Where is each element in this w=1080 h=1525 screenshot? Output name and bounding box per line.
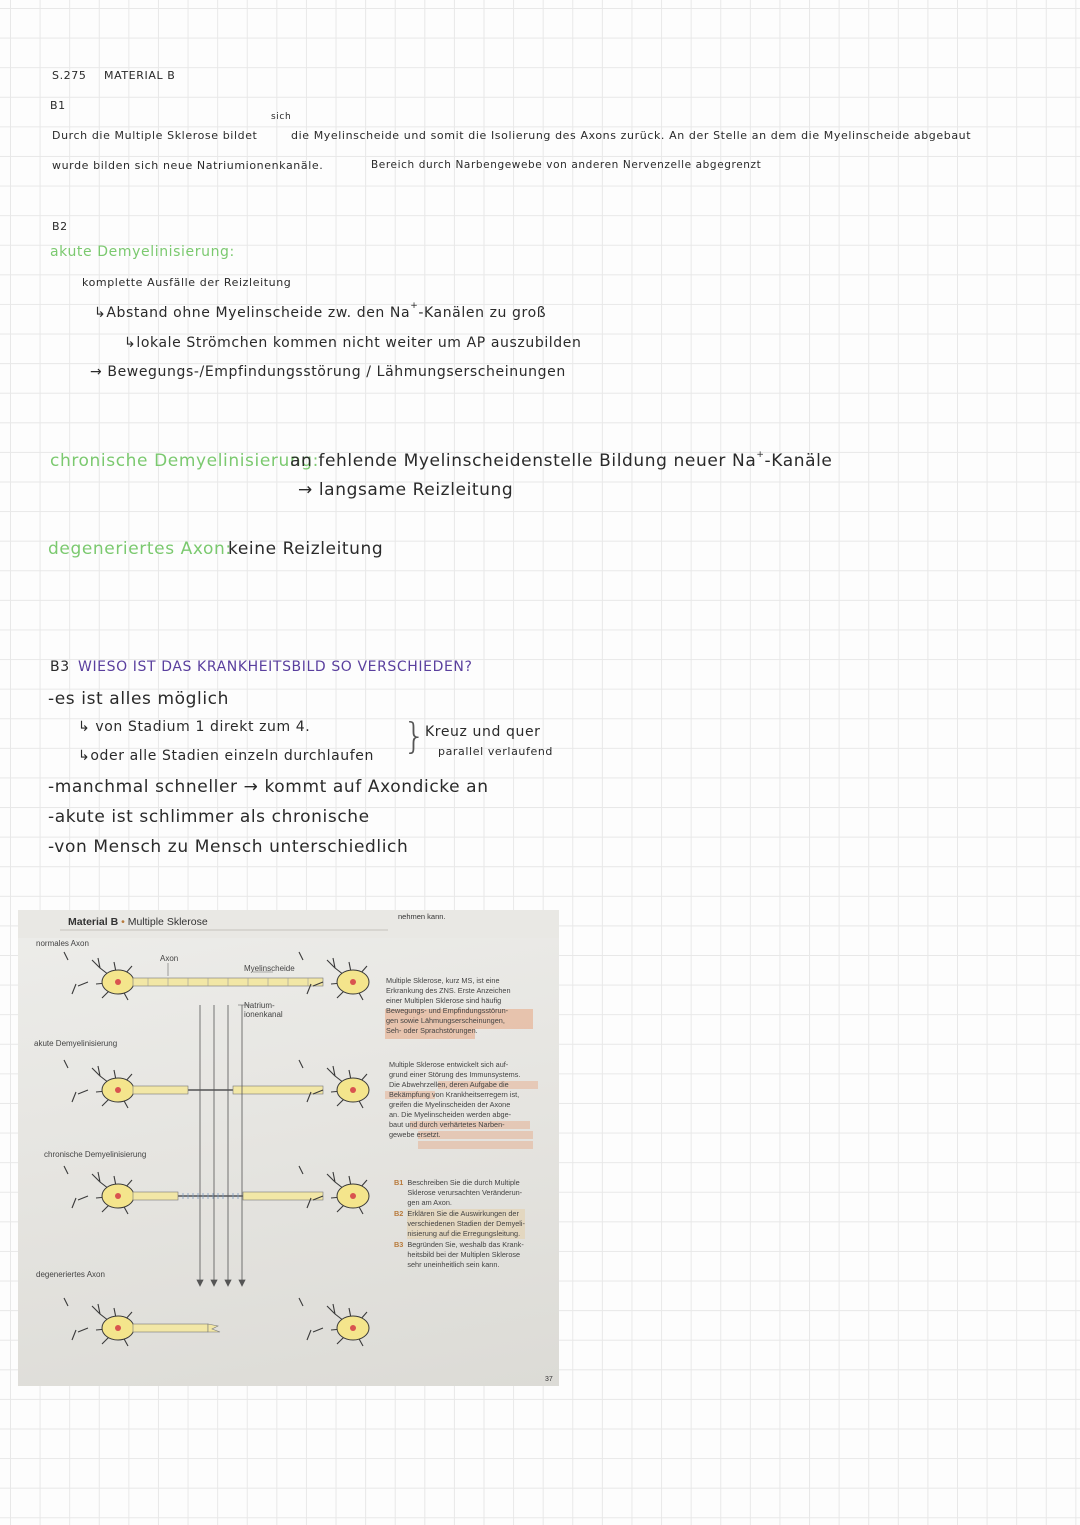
b3-line-6: -von Mensch zu Mensch unterschiedlich bbox=[48, 837, 409, 857]
stage-acute-label: akute Demyelinisierung bbox=[34, 1039, 118, 1048]
myelin-label: Myelinscheide bbox=[244, 964, 295, 973]
b3-brace: } bbox=[403, 716, 427, 757]
stage-degenerated-label: degeneriertes Axon bbox=[36, 1270, 105, 1279]
degen-line-1: keine Reizleitung bbox=[228, 539, 384, 559]
b3-line-2: ↳ von Stadium 1 direkt zum 4. bbox=[78, 719, 311, 735]
acute-line-1: komplette Ausfälle der Reizleitung bbox=[82, 276, 292, 289]
textbook-top-text: nehmen kann. bbox=[398, 912, 446, 921]
neuron-degenerated bbox=[64, 1298, 369, 1346]
b1-line2-a: wurde bilden sich neue Natriumionenkanäle. bbox=[52, 159, 324, 172]
acute-line-2: ↳Abstand ohne Myelinscheide zw. den Na+-Kanälen zu groß bbox=[94, 301, 547, 321]
sodium-channel-label: Natrium- ionenkanal bbox=[244, 1001, 283, 1019]
b3-side-2: parallel verlaufend bbox=[438, 745, 553, 758]
acute-line-4: → Bewegungs-/Empfindungsstörung / Lähmungserscheinungen bbox=[90, 364, 566, 380]
stage-chronic-label: chronische Demyelinisierung bbox=[44, 1150, 147, 1159]
b1-line1-b: die Myelinscheide und somit die Isolierung des Axons zurück. An der Stelle an dem die Myelinscheide abgebaut bbox=[291, 129, 972, 142]
textbook-title: Material B • Multiple Sklerose bbox=[68, 916, 208, 928]
b3-line-5: -akute ist schlimmer als chronische bbox=[48, 807, 370, 827]
material-label: MATERIAL B bbox=[104, 69, 176, 82]
textbook-paragraph-1: Multiple Sklerose, kurz MS, ist eine Erkrankung des ZNS. Erste Anzeichen einer Multiplen Sklerose sind häufig Bewegungs- und Empfindungsstörun- gen sowie Lähmungserscheinungen, Seh- oder Sprachstörungen. bbox=[386, 976, 511, 1035]
task-b1: B1 Beschreiben Sie die durch Multiple Sklerose verursachten Veränderun- gen am Axon. bbox=[394, 1178, 523, 1207]
stage-normal-label: normales Axon bbox=[36, 939, 89, 948]
neuron-acute bbox=[64, 1060, 369, 1108]
b3-line-4: -manchmal schneller → kommt auf Axondicke an bbox=[48, 777, 489, 797]
textbook-paragraph-2: Multiple Sklerose entwickelt sich auf- grund einer Störung des Immunsystems. Die Abwehrzellen, deren Aufgabe die Bekämpfung von Krankheitserregern ist, greifen die Myelinscheiden der Axone an. Die Myelinscheiden werden abge- baut und durch verhärtetes Narben- gewebe ersetzt. bbox=[389, 1060, 521, 1139]
chronic-line-2: → langsame Reizleitung bbox=[298, 480, 514, 500]
task-b3: B3 Begründen Sie, weshalb das Krank- heitsbild bei der Multiplen Sklerose sehr uneinheitlich sein kann. bbox=[394, 1240, 524, 1269]
b2-label: B2 bbox=[52, 220, 68, 233]
textbook-photo bbox=[18, 910, 559, 1386]
b1-insert-word: sich bbox=[271, 112, 292, 122]
chronic-line-1: an fehlende Myelinscheidenstelle Bildung neuer Na+-Kanäle bbox=[290, 450, 833, 471]
b1-line1-a: Durch die Multiple Sklerose bildet bbox=[52, 129, 258, 142]
acute-line-3: ↳lokale Strömchen kommen nicht weiter um AP auszubilden bbox=[124, 335, 582, 351]
neuron-normal bbox=[64, 952, 369, 1000]
axon-label: Axon bbox=[160, 954, 179, 963]
chronic-title: chronische Demyelinisierung: bbox=[50, 451, 319, 471]
task-b2: B2 Erklären Sie die Auswirkungen der verschiedenen Stadien der Demyeli- nisierung auf die Erregungsleitung. bbox=[394, 1209, 525, 1238]
b3-line-3: ↳oder alle Stadien einzeln durchlaufen bbox=[78, 748, 374, 764]
b1-line2-b: Bereich durch Narbengewebe von anderen Nervenzelle abgegrenzt bbox=[371, 159, 762, 171]
b3-question: WIESO IST DAS KRANKHEITSBILD SO VERSCHIEDEN? bbox=[78, 659, 473, 675]
b3-line-1: -es ist alles möglich bbox=[48, 689, 230, 709]
degen-title: degeneriertes Axon: bbox=[48, 539, 232, 559]
textbook-tasks bbox=[394, 1178, 525, 1270]
b3-side-1: Kreuz und quer bbox=[425, 724, 541, 740]
neuron-chronic bbox=[64, 1166, 369, 1214]
page-reference: S.275 bbox=[52, 69, 87, 82]
textbook-page-number: 37 bbox=[545, 1376, 553, 1383]
b3-label: B3 bbox=[50, 659, 70, 675]
acute-title: akute Demyelinisierung: bbox=[50, 244, 235, 260]
b1-label: B1 bbox=[50, 99, 66, 112]
